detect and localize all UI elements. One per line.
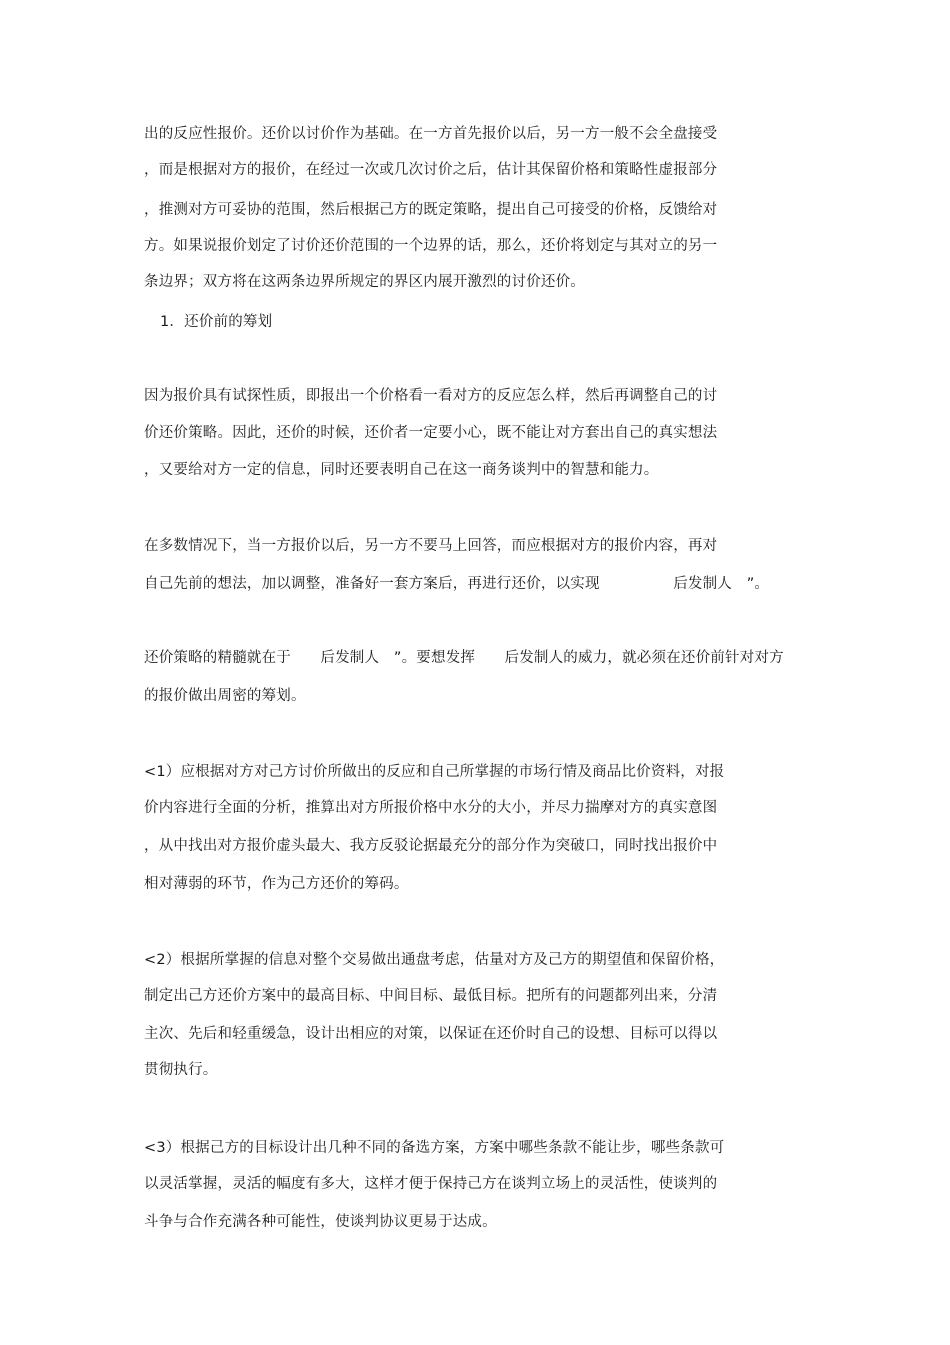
text-line: ，又要给对方一定的信息，同时还要表明自己在这一商务谈判中的智慧和能力。: [144, 462, 659, 478]
text-line: 方。如果说报价划定了讨价还价范围的一个边界的话，那么，还价将划定与其对立的另一: [144, 238, 718, 254]
text-line: 自己先前的想法，加以调整，准备好一套方案后，再进行还价，以实现 后发制人 ”。: [144, 576, 770, 592]
text-line: 制定出己方还价方案中的最高目标、中间目标、最低目标。把所有的问题都列出来，分清: [144, 988, 718, 1004]
text-line: 还价策略的精髓就在于 后发制人 ”。要想发挥 后发制人的威力，就必须在还价前针对对方: [144, 650, 784, 666]
text-line: 条边界；双方将在这两条边界所规定的界区内展开激烈的讨价还价。: [144, 274, 585, 290]
text-line: 在多数情况下，当一方报价以后，另一方不要马上回答，而应根据对方的报价内容，再对: [144, 538, 718, 554]
text-line: 相对薄弱的环节，作为己方还价的筹码。: [144, 876, 409, 892]
text-line: 价内容进行全面的分析，推算出对方所报价格中水分的大小，并尽力揣摩对方的真实意图: [144, 800, 718, 816]
text-line: 出的反应性报价。还价以讨价作为基础。在一方首先报价以后，另一方一般不会全盘接受: [144, 126, 718, 142]
list-item-text: <1）应根据对方对己方讨价所做出的反应和自己所掌握的市场行情及商品比价资料，对报: [144, 764, 725, 780]
text-line: 以灵活掌握，灵活的幅度有多大，这样才便于保持己方在谈判立场上的灵活性，使谈判的: [144, 1176, 718, 1192]
text-line: ，而是根据对方的报价，在经过一次或几次讨价之后，估计其保留价格和策略性虚报部分: [144, 162, 718, 178]
text-line: 因为报价具有试探性质，即报出一个价格看一看对方的反应怎么样，然后再调整自己的讨: [144, 388, 718, 404]
list-item-text: <3）根据己方的目标设计出几种不同的备选方案，方案中哪些条款不能让步，哪些条款可: [144, 1140, 725, 1156]
text-line: 的报价做出周密的筹划。: [144, 688, 306, 704]
section-heading: 1．还价前的筹划: [160, 314, 273, 330]
text-line: 贯彻执行。: [144, 1062, 218, 1078]
text-line: ，从中找出对方报价虚头最大、我方反驳论据最充分的部分作为突破口，同时找出报价中: [144, 838, 718, 854]
text-line: 主次、先后和轻重缓急，设计出相应的对策，以保证在还价时自己的设想、目标可以得以: [144, 1026, 718, 1042]
text-line: 斗争与合作充满各种可能性，使谈判协议更易于达成。: [144, 1214, 497, 1230]
list-item-text: <2）根据所掌握的信息对整个交易做出通盘考虑，估量对方及己方的期望值和保留价格，: [144, 952, 725, 968]
text-line: ，推测对方可妥协的范围，然后根据己方的既定策略，提出自己可接受的价格，反馈给对: [144, 202, 718, 218]
text-line: 价还价策略。因此，还价的时候，还价者一定要小心，既不能让对方套出自己的真实想法: [144, 425, 718, 441]
